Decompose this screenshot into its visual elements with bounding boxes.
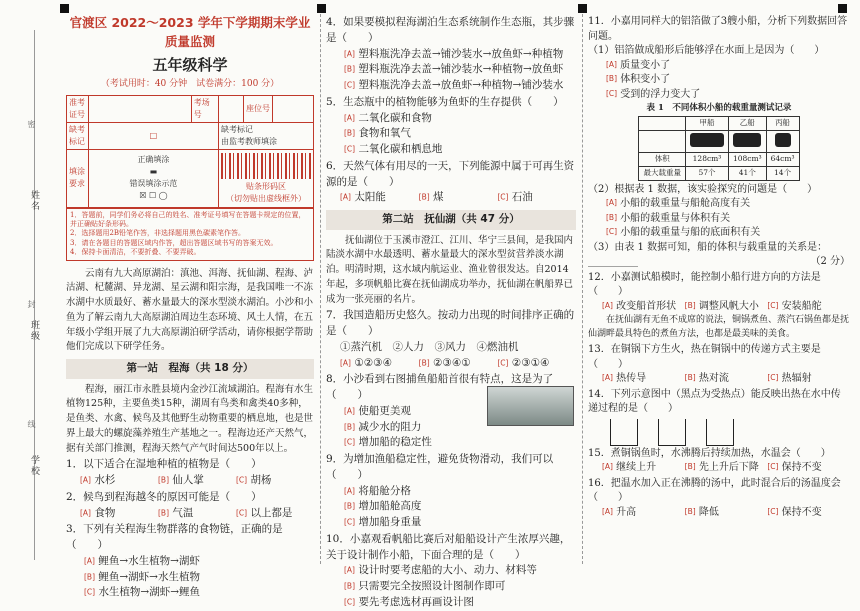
question-16: 16．把温水加入正在沸腾的汤中，此时混合后的汤温度会（ ） [A] 升高 [B] 降低 [C] 保持不变 [588,477,850,521]
q1-option-a[interactable]: [A] 水杉 [80,474,116,487]
fill-examples: 正确填涂 ▬ 错误填涂示范 ☒ ☐ ◯ [88,149,218,207]
q5-option-c[interactable]: [C] 二氧化碳和栖息地 [344,143,443,155]
question-14: 14．下列示意图中（黑点为受热点）能反映出热在水中传递过程的是（ ） [588,388,850,446]
q3-option-b[interactable]: [B] 鲤鱼→湖虾→水生植物 [84,570,200,583]
q11-option-b[interactable]: [B] 体积变小了 [606,74,671,85]
column-1 [66,14,314,599]
q8-option-c[interactable]: [C] 增加船的稳定性 [344,436,432,449]
section2-passage: 抚仙湖位于玉溪市澄江、江川、华宁三县间，是我国内陆淡水湖中水最透明、蓄水量最大的深水型贫营养淡水湖泊。明清时期，这水域内航运业、渔业曾很发达。自2014年起，多项帆船比赛在抚仙湖成功举办，抚仙湖在帆船界已成为一张亮丽的名片。 [326,234,574,305]
q4-option-c[interactable]: [C] 塑料瓶洗净去盖→放鱼虾→种植物→铺沙装水 [344,79,564,91]
q12-option-b[interactable]: [B] 调整风帆大小 [684,300,759,312]
absent-label: 缺考标记 [67,122,89,149]
question-12: 12．小嘉测试船模时，能控制小船行进方向的方法是（ ） [A] 改变船首形状 [B] 调整风帆大小 [C] 安装船舵 [588,271,850,315]
q15-option-c[interactable]: [C] 保持不变 [767,462,822,474]
q15-option-a[interactable]: [A] 继续上升 [602,462,657,474]
question-5: 5．生态瓶中的植物能够为鱼虾的生存提供（ ） [A] 二氧化碳和食物 [B] 食物和氧气 [C] 二氧化碳和栖息地 [326,95,576,158]
binding-sidebar [0,0,60,568]
boat-c-icon [775,133,791,147]
exam-title: 官渡区 2022～2023 学年下学期期末学业质量监测 [69,15,311,49]
q10-option-c[interactable]: [C] 要先考虑选材再画设计图 [344,595,474,608]
q9-option-a[interactable]: [A] 将船舱分格 [344,484,411,497]
exam-room-label: 考场号 [191,95,218,122]
exam-info: （考试用时：40 分钟 试卷满分：100 分） [100,79,280,89]
alignment-mark [317,4,326,13]
section1-passage: 程海，丽江市永胜县境内金沙江流域湖泊。程海有水生植物125种，主要鱼类15种，湖周有鸟类和禽类40多种，是鱼类、水禽、候鸟及其他野生动物重要的栖息地，也是世界上最大的螺旋藻养殖生产基地之一。程海边还产天然气，据有关部门推测，程海天然气产气时间达500年以上。 [66,383,314,454]
q1-option-c[interactable]: [C] 胡杨 [236,474,272,487]
q9-option-b[interactable]: [B] 增加船舱高度 [344,500,422,513]
note-4: 4．保持卡面清洁，不要折叠、不要弄破。 [70,248,201,257]
beaker-b-icon[interactable] [658,419,686,446]
q11-2-option-c[interactable]: [C] 小船的载重量与船的底面积有关 [606,227,761,239]
name-label: 姓名 [29,190,39,212]
q15-option-b[interactable]: [B] 先上升后下降 [684,462,759,474]
q16-option-c[interactable]: [C] 保持不变 [767,506,822,518]
beaker-c-icon[interactable] [706,419,734,446]
column-divider [320,14,321,564]
q5-option-b[interactable]: [B] 食物和氧气 [344,127,411,140]
absent-note: 缺考标记 由监考教师填涂 [218,122,313,149]
alignment-mark [60,4,69,13]
q11-option-a[interactable]: [A] 质量变小了 [606,59,671,71]
exam-room-field[interactable] [218,95,243,122]
question-10: 10．小嘉观看帆船比赛后对船船设计产生浓厚兴趣，关于设计制作小船，下面合理的是（ ） [A] 设计时要考虑船的大小、动力、材料等 [B] 只需要完全按照设计图制作即可 [C] 要先考虑选材再画设计图 [326,532,576,611]
section1-title: 第一站 程海（共 18 分） [66,359,314,379]
q10-option-a[interactable]: [A] 设计时要考虑船的大小、动力、材料等 [344,564,537,577]
q5-option-a[interactable]: [A] 二氧化碳和食物 [344,111,432,124]
question-1: 1．以下适合在湿地种植的植物是（ ） [A] 水杉 [B] 仙人掌 [C] 胡杨 [66,457,314,489]
q7-option-a[interactable]: [A] ①②③④ [340,356,392,369]
question-8: 8．小沙看到右图捕鱼船船首很有特点，这是为了（ ） [A] 使船更美观 [B] 减少水的阻力 [C] 增加船的稳定性 [326,372,576,451]
intro-passage: 云南有九大高原湖泊：滇池、洱海、抚仙湖、程海、泸沽湖、杞麓湖、异龙湖、星云湖和阳宗海，是我国唯一不冻水湖中水质最好、蓄水量最大的深水型淡水湖泊。小沙和小鱼为了解云南九大高原湖泊周边生态环境、风土人情，在五年级小学组开展了九大高原湖泊研学活动，请你根据学帮助他们完成以下研学任务。 [66,267,314,353]
q7-option-c[interactable]: [C] ②③①④ [497,356,550,369]
question-3: 3．下列有关程海生物群落的食物链，正确的是（ ） [A] 鲤鱼→水生植物→湖虾 [B] 鲤鱼→湖虾→水生植物 [C] 水生植物→湖虾→鲤鱼 [66,522,314,601]
barcode-icon [221,153,311,179]
seal-mark: 线 [27,420,36,428]
q4-option-b[interactable]: [B] 塑料瓶洗净去盖→铺沙装水→种植物→放鱼虾 [344,63,564,76]
question-9: 9．为增加渔船稳定性，避免货物滑动，我们可以（ ） [A] 将船舱分格 [B] 增加船舱高度 [C] 增加船身重量 [326,452,576,531]
question-2: 2．候鸟到程海越冬的原因可能是（ ） [A] 食物 [B] 气温 [C] 以上都是 [66,490,314,522]
exam-id-field[interactable] [88,95,191,122]
seat-field[interactable] [273,95,314,122]
alignment-mark [838,4,847,13]
barcode-area[interactable]: 贴条形码区 （切勿贴出虚线框外） [218,149,313,207]
column-2 [326,14,576,608]
table-title: 表 1 不同体积小船的载重量测试记录 [646,103,792,113]
fishing-boat-image [487,386,574,426]
boat-a-icon [690,133,724,147]
seat-label: 座位号 [243,95,272,122]
q4-option-a[interactable]: [A] 塑料瓶洗净去盖→铺沙装水→放鱼虾→种植物 [344,47,564,60]
alignment-mark [578,4,587,13]
note-3: 3．请在各题目的答题区域内作答，超出答题区域书写的答案无效。 [70,238,278,247]
q11-2-option-a[interactable]: [A] 小船的载重量与船舱高度有关 [606,198,751,210]
note-1: 1．答题前，同学们务必将自己的姓名、准考证号填写在答题卡规定的位置，并正确贴好条形码。 [70,210,306,228]
q12-option-c[interactable]: [C] 安装船舵 [767,300,822,312]
absent-box[interactable]: □ [88,122,218,149]
q3-option-a[interactable]: [A] 鲤鱼→水生植物→湖虾 [84,554,200,567]
question-4: 4．如果要模拟程海湖泊生态系统制作生态瓶，其步骤是（ ） [A] 塑料瓶洗净去盖→铺沙装水→放鱼虾→种植物 [B] 塑料瓶洗净去盖→铺沙装水→种植物→放鱼虾 [C] 塑料瓶洗净去盖→放鱼虾→种植物→铺沙装水 [326,15,576,94]
boat-b-icon [733,133,761,147]
q13-option-b[interactable]: [B] 热对流 [684,373,729,385]
q6-option-b[interactable]: [B] 煤 [418,191,444,204]
q8-option-b[interactable]: [B] 减少水的阻力 [344,420,422,433]
col3-passage: 在抚仙湖有无鱼不成席的说法，铜锅煮鱼、蒸汽石锅鱼都是抚仙湖畔最具特色的煮鱼方法，也都是最美味的美食。 [588,315,850,340]
info-table [66,95,314,208]
q11-2-option-b[interactable]: [B] 小船的载重量与体积有关 [606,212,731,224]
question-13: 13．在铜锅下方生火，热在铜锅中的传递方式主要是（ ） [A] 热传导 [B] 热对流 [C] 热辐射 [588,343,850,387]
q6-option-a[interactable]: [A] 太阳能 [340,191,386,204]
section2-title: 第二站 抚仙湖（共 47 分） [326,210,576,230]
subject-title: 五年级科学 [152,55,228,74]
boat-table: 甲船 乙船 丙船 体积 128cm³ 108cm³ 64cm³ 最大载重量 57个 41个 14个 [638,116,799,181]
beaker-a-icon[interactable] [610,419,638,446]
q2-option-c[interactable]: [C] 以上都是 [236,506,293,519]
column-divider [582,14,583,564]
question-7: 7．我国造船历史悠久。按动力出现的时间排序正确的是（ ） ①蒸汽机 ②人力 ③风力 ④燃油机 [A] ①②③④ [B] ②③④① [C] ②③①④ [326,308,576,371]
q9-option-c[interactable]: [C] 增加船身重量 [344,516,422,529]
class-label: 班级 [29,320,39,342]
question-11-2: （2）根据表 1 数据，该实验探究的问题是（ ） [A] 小船的载重量与船舱高度有关 [B] 小船的载重量与体积有关 [C] 小船的载重量与船的底面积有关 [588,183,850,241]
column-3 [588,14,850,564]
seal-mark: 封 [27,300,36,308]
q8-option-a[interactable]: [A] 使船更美观 [344,404,411,417]
question-11-3[interactable]: （3）由表 1 数据可知，船的体积与载重量的关系是：__________ （2 分） [588,241,850,268]
seal-mark: 密 [27,120,36,128]
exam-id-label: 准考证号 [67,95,89,122]
q2-option-a[interactable]: [A] 食物 [80,506,116,519]
q12-option-a[interactable]: [A] 改变船首形状 [602,300,677,312]
school-label: 学校 [29,455,39,477]
question-11: 11．小嘉用同样大的铝箔做了3艘小船，分析下列数据回答问题。 （1）铝箔做成船形后能够浮在水面上是因为（ ） [A] 质量变小了 [B] 体积变小了 [C] 受到的浮力变大了 [588,15,850,102]
q16-option-b[interactable]: [B] 降低 [684,506,719,518]
q11-option-c[interactable]: [C] 受到的浮力变大了 [606,88,701,100]
question-15: 15．煮铜锅鱼时，水沸腾后持续加热，水温会（ ） [A] 继续上升 [B] 先上升后下降 [C] 保持不变 [588,447,850,476]
note-2: 2．选择题用2B铅笔作答，非选择题用黑色碳素笔作答。 [70,229,246,238]
q7-option-b[interactable]: [B] ②③④① [418,356,471,369]
fill-label: 填涂要求 [67,149,89,207]
notes-box [66,208,314,261]
q1-option-b[interactable]: [B] 仙人掌 [158,474,204,487]
q13-option-a[interactable]: [A] 热传导 [602,373,647,385]
q13-option-c[interactable]: [C] 热辐射 [767,373,812,385]
question-6: 6．天然气体有用尽的一天，下列能源中属于可再生资源的是（ ） [A] 太阳能 [B] 煤 [C] 石油 [326,159,576,206]
q6-option-c[interactable]: [C] 石油 [497,191,533,204]
q10-option-b[interactable]: [B] 只需要完全按照设计图制作即可 [344,580,506,593]
q2-option-b[interactable]: [B] 气温 [158,506,194,519]
q3-option-c[interactable]: [C] 水生植物→湖虾→鲤鱼 [84,586,201,599]
q16-option-a[interactable]: [A] 升高 [602,506,637,518]
